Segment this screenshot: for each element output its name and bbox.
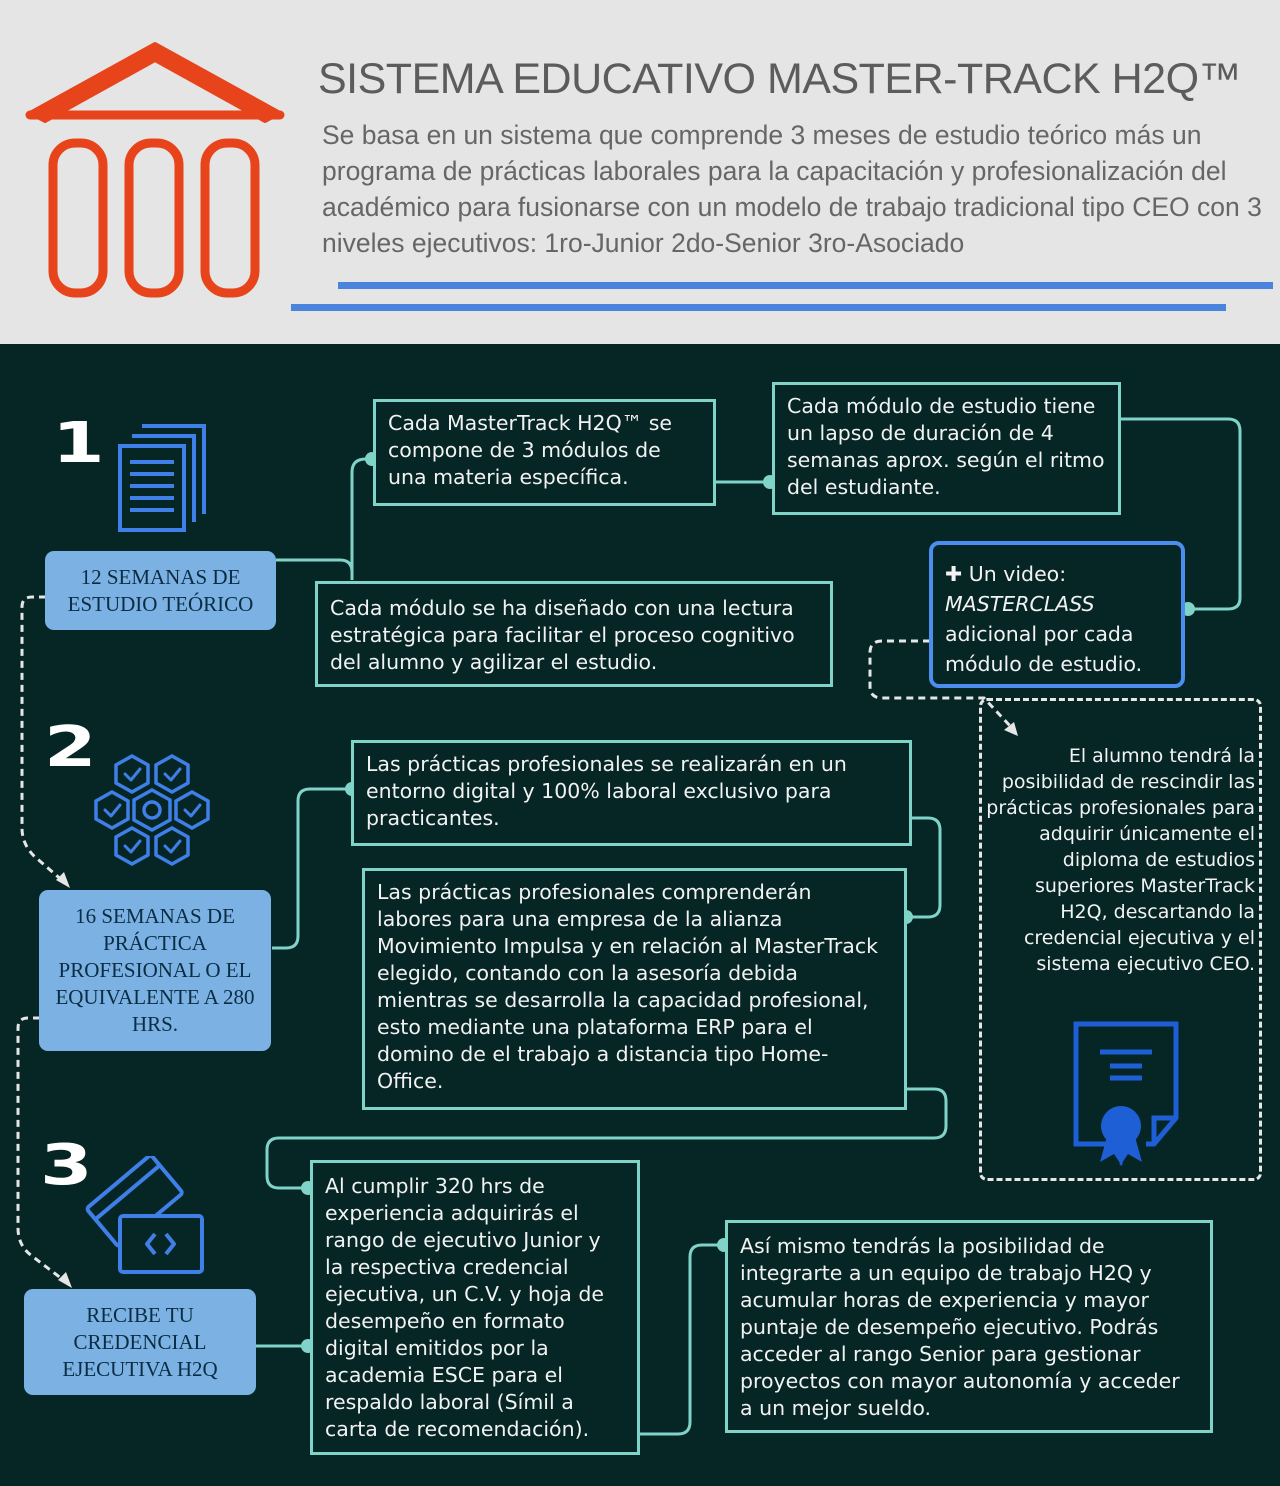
video-rest: adicional por cada módulo de estudio.: [945, 622, 1143, 676]
connector-step1-branch: [276, 459, 374, 580]
diploma-icon: [1070, 1018, 1182, 1168]
modules-box: Cada MasterTrack H2Q™ se compone de 3 módulos de una materia específica.: [373, 399, 716, 506]
junior-rank-box: Al cumplir 320 hrs de experiencia adquirirás el rango de ejecutivo Junior y la respectiva credencial ejecutiva, un C.V. y hoja de desempeño en formato digital emitidos por la academia ESCE para el respaldo laboral (Símil a carta de recomendación).: [310, 1160, 640, 1455]
hexagon-network-icon: [84, 748, 220, 870]
step-3-label: RECIBE TU CREDENCIAL EJECUTIVA H2Q: [24, 1289, 256, 1395]
rescind-text: El alumno tendrá la posibilidad de rescindir las prácticas profesionales para adquirir únicamente el diploma de estudios superiores MasterTrack H2Q, descartando la credencial ejecutiva y el sistema ejecutivo CEO.: [986, 745, 1255, 975]
video-line: Un video:: [968, 562, 1067, 586]
practice-work-box: Las prácticas profesionales comprenderán labores para una empresa de la alianza Movimiento Impulsa y en relación al MasterTrack elegido, contando con la asesoría debida mientras se desarrolla la capacidad profesional, esto mediante una plataforma ERP para el domino de el trabajo a distancia tipo Home-Office.: [362, 868, 907, 1110]
step-number-2: 2: [44, 715, 97, 780]
credential-cards-icon: [82, 1156, 208, 1276]
step-number-3: 3: [40, 1133, 93, 1198]
practice-environment-box: Las prácticas profesionales se realizarán en un entorno digital y 100% laboral exclusivo para practicantes.: [351, 740, 912, 846]
documents-icon: [112, 422, 208, 534]
masterclass-label: MASTERCLASS: [945, 592, 1095, 616]
connector-step2-branch: [272, 789, 352, 948]
step-2-label: 16 SEMANAS DE PRÁCTICA PROFESIONAL O EL EQUIVALENTE A 280 HRS.: [39, 890, 271, 1051]
connector-junior-senior: [640, 1245, 724, 1434]
duration-box: Cada módulo de estudio tiene un lapso de duración de 4 semanas aprox. según el ritmo del estudiante.: [772, 382, 1121, 515]
step-number-1: 1: [52, 411, 105, 476]
plus-icon: ✚: [945, 562, 963, 586]
masterclass-video-box: [929, 541, 1185, 688]
senior-rank-box: Así mismo tendrás la posibilidad de integrarte a un equipo de trabajo H2Q y acumular horas de experiencia y mayor puntaje de desempeño ejecutivo. Podrás acceder al rango Senior para gestionar proyectos con mayor autonomía y acceder a un mejor sueldo.: [725, 1220, 1213, 1433]
page-description: Se basa en un sistema que comprende 3 meses de estudio teórico más un programa de prácticas laborales para la capacitación y profesionalización del académico para fusionarse con un modelo de trabajo tradicional tipo CEO con 3 niveles ejecutivos: 1ro-Junior 2do-Senior 3ro-Asociado: [322, 120, 1262, 258]
step-1-label: 12 SEMANAS DE ESTUDIO TEÓRICO: [45, 551, 276, 630]
reading-box: Cada módulo se ha diseñado con una lectura estratégica para facilitar el proceso cognitivo del alumno y agilizar el estudio.: [315, 581, 833, 687]
page-title: SISTEMA EDUCATIVO MASTER-TRACK H2Q™: [318, 55, 1242, 103]
